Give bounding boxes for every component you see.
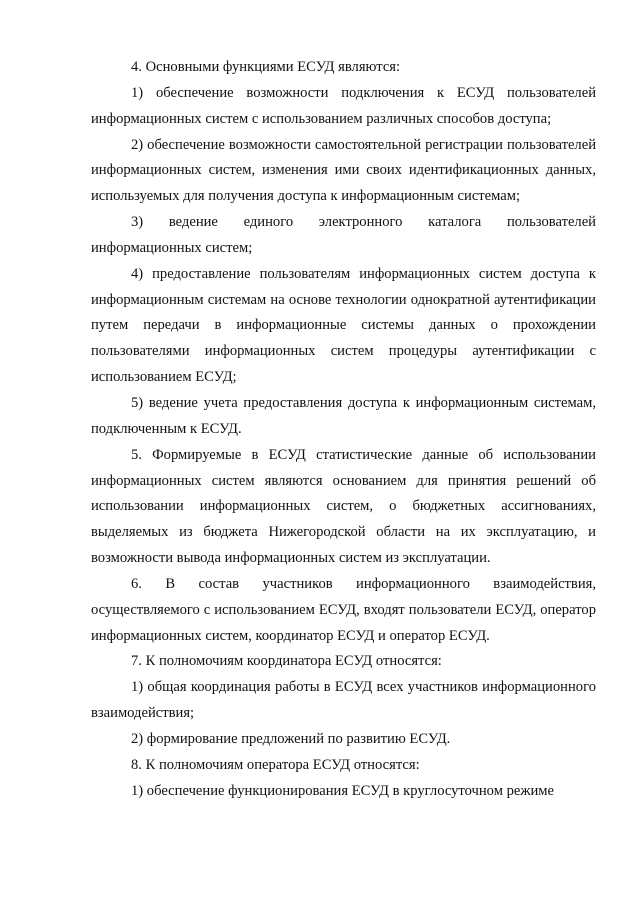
paragraph-operator-heading: 8. К полномочиям оператора ЕСУД относятся: (131, 756, 420, 773)
paragraph-statistics: 5. Формируемые в ЕСУД статистические данные об использовании информационных систем являются основанием для принятия решений об использовании информационных систем, о бюджетных ассигнованиях, выделяемых из бюджета Нижегородской области на их эксплуатацию, и возможности вывода информационных систем из эксплуатации. (91, 446, 596, 567)
paragraph-function-2: 2) обеспечение возможности самостоятельной регистрации пользователей информационных систем, изменения ими своих идентификационных данных, используемых для получения доступа к информационным системам; (91, 136, 596, 205)
paragraph-participants: 6. В состав участников информационного взаимодействия, осуществляемого с использованием ЕСУД, входят пользователи ЕСУД, оператор информационных систем, координатор ЕСУД и оператор ЕСУД. (91, 575, 596, 644)
paragraph-coordinator-heading: 7. К полномочиям координатора ЕСУД относятся: (131, 653, 442, 670)
paragraph-function-3: 3) ведение единого электронного каталога пользователей информационных систем; (91, 214, 596, 256)
paragraph-function-4: 4) предоставление пользователям информационных систем доступа к информационным системам на основе технологии однократной аутентификации путем передачи в информационные системы данных о прохождении пользователями информационных систем процедуры аутентификации с использованием ЕСУД; (91, 265, 596, 386)
paragraph-coordinator-2: 2) формирование предложений по развитию ЕСУД. (131, 730, 451, 747)
paragraph-functions-heading: 4. Основными функциями ЕСУД являются: (131, 59, 401, 75)
document-body (91, 55, 596, 804)
paragraph-operator-1: 1) обеспечение функционирования ЕСУД в круглосуточном режиме (131, 782, 554, 799)
paragraph-function-1: 1) обеспечение возможности подключения к ЕСУД пользователей информационных систем с использованием различных способов доступа; (91, 84, 596, 127)
paragraph-coordinator-1: 1) общая координация работы в ЕСУД всех участников информационного взаимодействия; (91, 679, 596, 722)
paragraph-function-5: 5) ведение учета предоставления доступа к информационным системам, подключенным к ЕСУД. (91, 394, 596, 437)
